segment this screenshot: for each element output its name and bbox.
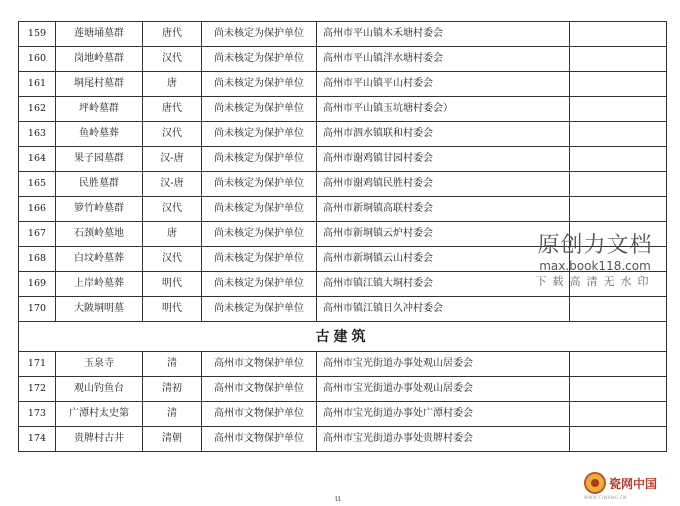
row-era: 唐代 xyxy=(143,97,202,122)
row-number: 165 xyxy=(19,172,56,197)
table-row xyxy=(19,427,667,452)
row-protection-level: 尚未核定为保护单位 xyxy=(202,222,317,247)
watermark xyxy=(512,228,678,289)
row-number: 171 xyxy=(19,352,56,377)
row-protection-level: 尚未核定为保护单位 xyxy=(202,247,317,272)
logo-subtext: WWW.CIWANG.CN xyxy=(584,495,627,500)
row-name: 民胜墓群 xyxy=(56,172,143,197)
row-name: 莲塘埇墓群 xyxy=(56,22,143,47)
table-row xyxy=(19,72,667,97)
row-name: 石颈岭墓地 xyxy=(56,222,143,247)
row-protection-level: 高州市文物保护单位 xyxy=(202,402,317,427)
row-protection-level: 尚未核定为保护单位 xyxy=(202,47,317,72)
row-note xyxy=(570,122,667,147)
row-era: 汉-唐 xyxy=(143,147,202,172)
row-name: 上岸岭墓葬 xyxy=(56,272,143,297)
row-era: 汉代 xyxy=(143,197,202,222)
table-row xyxy=(19,402,667,427)
row-era: 唐 xyxy=(143,72,202,97)
row-number: 170 xyxy=(19,297,56,322)
row-note xyxy=(570,147,667,172)
row-note xyxy=(570,427,667,452)
row-unit: 高州市谢鸡镇甘园村委会 xyxy=(317,147,570,172)
row-note xyxy=(570,47,667,72)
table-row xyxy=(19,377,667,402)
table-row xyxy=(19,297,667,322)
row-note xyxy=(570,402,667,427)
row-name: 垌尾村墓群 xyxy=(56,72,143,97)
table-row xyxy=(19,47,667,72)
row-note xyxy=(570,22,667,47)
table-row xyxy=(19,352,667,377)
row-unit: 高州市平山镇泮水塘村委会 xyxy=(317,47,570,72)
row-note xyxy=(570,172,667,197)
table-body-buildings xyxy=(19,352,667,452)
site-logo xyxy=(584,472,658,500)
row-unit: 高州市谢鸡镇民胜村委会 xyxy=(317,172,570,197)
row-unit: 高州市泗水镇联和村委会 xyxy=(317,122,570,147)
row-protection-level: 尚未核定为保护单位 xyxy=(202,147,317,172)
row-note xyxy=(570,297,667,322)
row-era: 清朝 xyxy=(143,427,202,452)
table-row xyxy=(19,22,667,47)
row-era: 清 xyxy=(143,402,202,427)
row-number: 167 xyxy=(19,222,56,247)
row-protection-level: 尚未核定为保护单位 xyxy=(202,272,317,297)
watermark-subtitle: 下载高清无水印 xyxy=(535,275,655,288)
row-protection-level: 高州市文物保护单位 xyxy=(202,427,317,452)
row-name: 观山钓鱼台 xyxy=(56,377,143,402)
row-protection-level: 高州市文物保护单位 xyxy=(202,377,317,402)
row-number: 161 xyxy=(19,72,56,97)
row-unit: 高州市宝光街道办事处贵牌村委会 xyxy=(317,427,570,452)
row-era: 清初 xyxy=(143,377,202,402)
row-protection-level: 尚未核定为保护单位 xyxy=(202,197,317,222)
watermark-url: max.book118.com xyxy=(539,259,651,273)
row-unit: 高州市平山镇木禾塘村委会 xyxy=(317,22,570,47)
row-protection-level: 高州市文物保护单位 xyxy=(202,352,317,377)
table-row xyxy=(19,97,667,122)
row-note xyxy=(570,72,667,97)
row-protection-level: 尚未核定为保护单位 xyxy=(202,297,317,322)
row-era: 汉代 xyxy=(143,122,202,147)
row-protection-level: 尚未核定为保护单位 xyxy=(202,72,317,97)
row-protection-level: 尚未核定为保护单位 xyxy=(202,172,317,197)
row-era: 汉-唐 xyxy=(143,172,202,197)
row-era: 明代 xyxy=(143,297,202,322)
row-era: 唐 xyxy=(143,222,202,247)
row-number: 163 xyxy=(19,122,56,147)
row-unit: 高州市新垌镇云山村委会 xyxy=(317,247,570,272)
page-number: ιι xyxy=(335,494,342,504)
row-unit: 高州市平山镇玉坑塘村委会） xyxy=(317,97,570,122)
row-name: 白坟岭墓葬 xyxy=(56,247,143,272)
logo-text: 瓷网中国 xyxy=(609,476,658,491)
row-unit: 高州市平山镇平山村委会 xyxy=(317,72,570,97)
row-number: 164 xyxy=(19,147,56,172)
row-number: 174 xyxy=(19,427,56,452)
row-name: 岗地岭墓群 xyxy=(56,47,143,72)
watermark-title: 原创力文档 xyxy=(537,233,653,258)
row-name: 鱼岭墓葬 xyxy=(56,122,143,147)
row-note xyxy=(570,352,667,377)
row-number: 172 xyxy=(19,377,56,402)
section-title: 古建筑 xyxy=(19,322,667,352)
row-unit: 高州市新垌镇高联村委会 xyxy=(317,197,570,222)
row-number: 159 xyxy=(19,22,56,47)
row-note xyxy=(570,377,667,402)
row-unit: 高州市新垌镇云炉村委会 xyxy=(317,222,570,247)
row-name: 贵牌村古井 xyxy=(56,427,143,452)
table-row xyxy=(19,122,667,147)
row-unit: 高州市宝光街道办事处观山居委会 xyxy=(317,377,570,402)
row-name: 广潭村太史第 xyxy=(56,402,143,427)
row-number: 169 xyxy=(19,272,56,297)
row-protection-level: 尚未核定为保护单位 xyxy=(202,22,317,47)
row-protection-level: 尚未核定为保护单位 xyxy=(202,122,317,147)
row-name: 箩竹岭墓群 xyxy=(56,197,143,222)
row-era: 清 xyxy=(143,352,202,377)
row-note xyxy=(570,197,667,222)
row-unit: 高州市镇江镇大垌村委会 xyxy=(317,272,570,297)
logo-disc-icon xyxy=(584,472,606,494)
row-note xyxy=(570,97,667,122)
row-name: 玉泉寺 xyxy=(56,352,143,377)
table-section xyxy=(19,322,667,352)
table-row xyxy=(19,147,667,172)
row-number: 173 xyxy=(19,402,56,427)
table-row xyxy=(19,197,667,222)
row-name: 坪岭墓群 xyxy=(56,97,143,122)
section-row xyxy=(19,322,667,352)
row-number: 166 xyxy=(19,197,56,222)
row-protection-level: 尚未核定为保护单位 xyxy=(202,97,317,122)
row-name: 果子园墓群 xyxy=(56,147,143,172)
table-row xyxy=(19,172,667,197)
row-era: 汉代 xyxy=(143,47,202,72)
row-era: 明代 xyxy=(143,272,202,297)
row-name: 大陂垌明墓 xyxy=(56,297,143,322)
row-number: 168 xyxy=(19,247,56,272)
row-unit: 高州市宝光街道办事处观山居委会 xyxy=(317,352,570,377)
row-unit: 高州市镇江镇日久冲村委会 xyxy=(317,297,570,322)
row-unit: 高州市宝光街道办事处广潭村委会 xyxy=(317,402,570,427)
row-era: 汉代 xyxy=(143,247,202,272)
row-number: 162 xyxy=(19,97,56,122)
row-number: 160 xyxy=(19,47,56,72)
row-era: 唐代 xyxy=(143,22,202,47)
